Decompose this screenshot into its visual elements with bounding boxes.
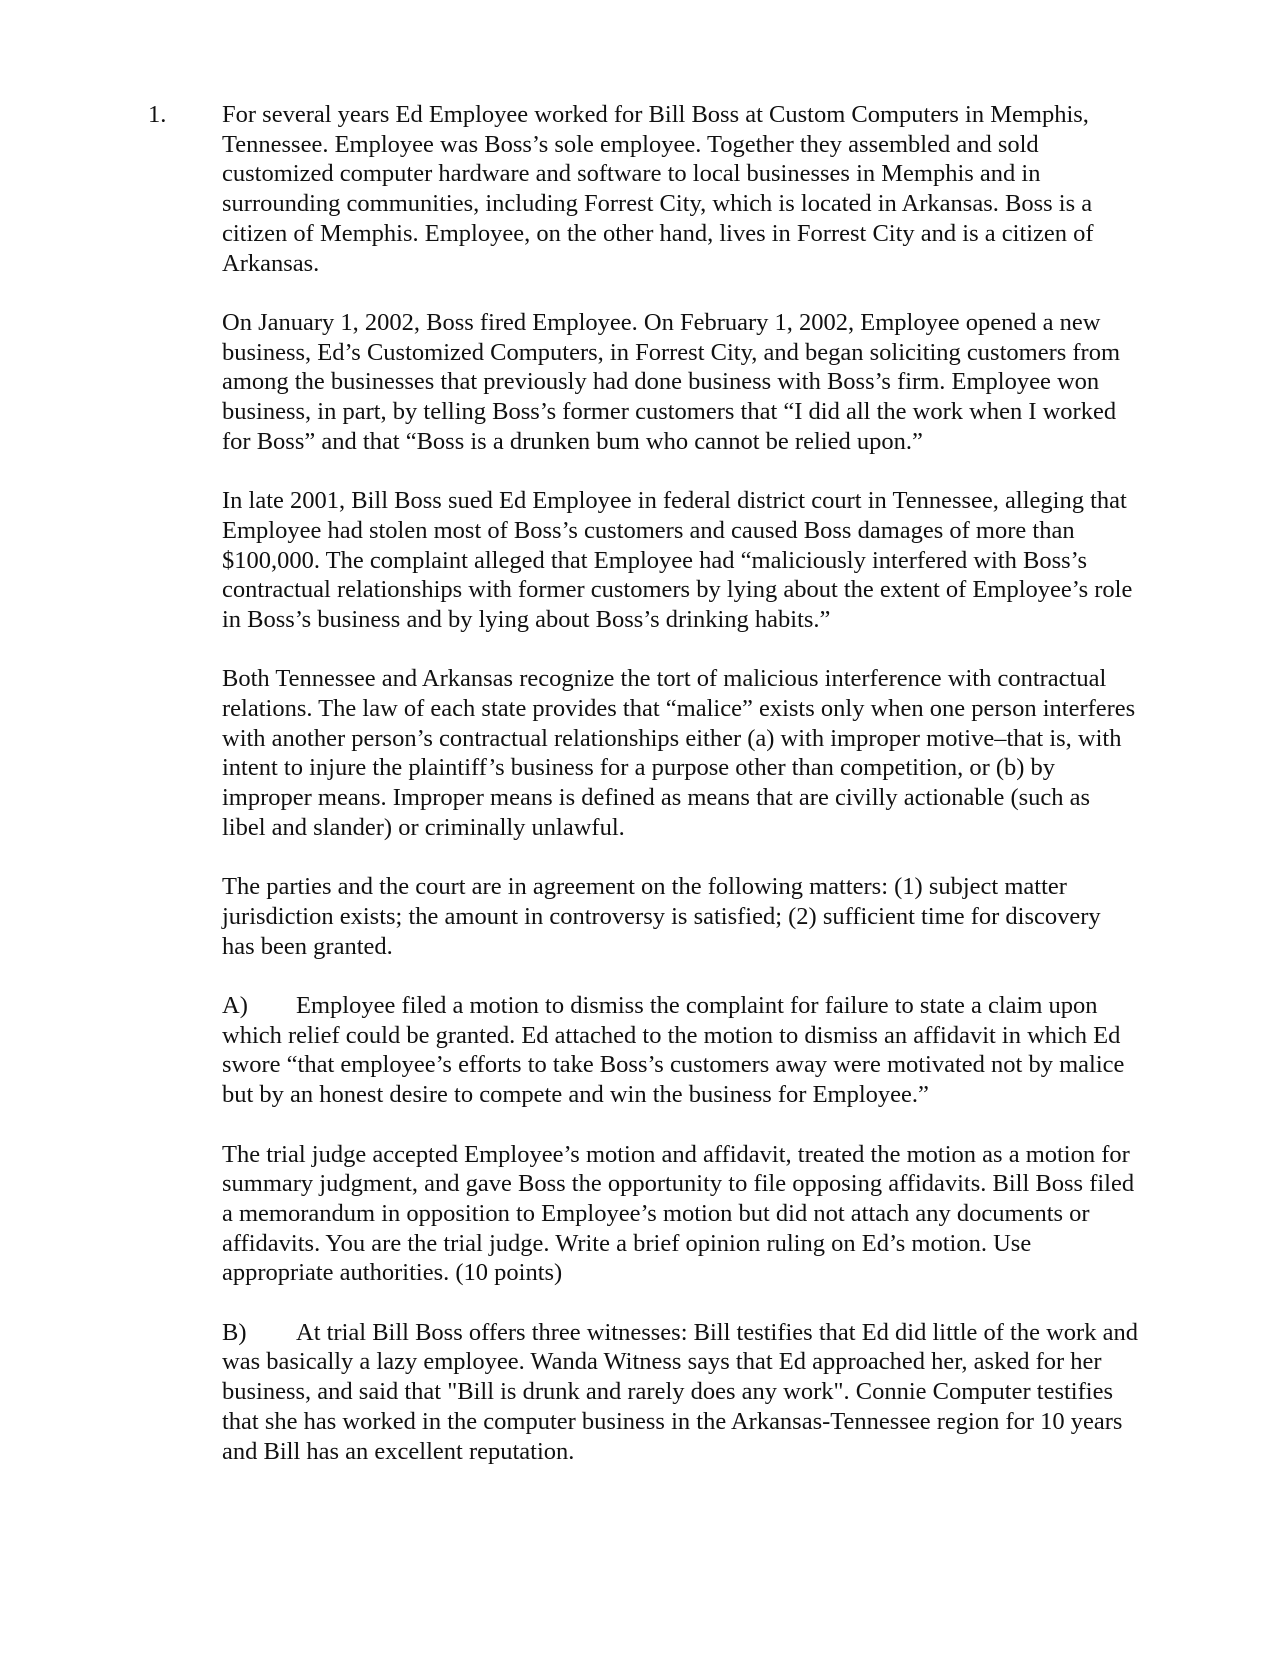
facts-paragraph-1: For several years Ed Employee worked for Bill Boss at Custom Computers in Memphis, Tennessee. Employee was Boss’s sole employee. Together they assembled and sold customized computer hardware and software to local businesses in Memphis and in surrounding communities, including Forrest City, which is located in Arkansas. Boss is a citizen of Memphis. Employee, on the other hand, lives in Forrest City and is a citizen of Arkansas.	[222, 101, 1094, 277]
part-a-followup: The trial judge accepted Employee’s motion and affidavit, treated the motion as a motion for summary judgment, and gave Boss the opportunity to file opposing affidavits. Bill Boss filed a memorandum in opposition to Employee’s motion but did not attach any documents or affidavits. You are the trial judge. Write a brief opinion ruling on Ed’s motion. Use appropriate authorities. (10 points)	[222, 1140, 1135, 1287]
facts-paragraph-5: The parties and the court are in agreement on the following matters: (1) subject matter jurisdiction exists; the amount in controversy is satisfied; (2) sufficient time for discovery has been granted.	[222, 873, 1101, 960]
part-b-text: At trial Bill Boss offers three witnesses: Bill testifies that Ed did little of the work and was basically a lazy employee. Wanda Witness says that Ed approached her, asked for her business, and said that "Bill is drunk and rarely does any work". Connie Computer testifies that she has worked in the computer business in the Arkansas-Tennessee region for 10 years and Bill has an excellent reputation.	[222, 1318, 1138, 1465]
question-body	[222, 100, 1138, 1496]
part-a-text: Employee filed a motion to dismiss the complaint for failure to state a claim upon which relief could be granted. Ed attached to the motion to dismiss an affidavit in which Ed swore “that employee’s efforts to take Boss’s customers away were motivated not by malice but by an honest desire to compete and win the business for Employee.”	[222, 992, 1125, 1109]
facts-paragraph-4: Both Tennessee and Arkansas recognize the tort of malicious interference with contractual relations. The law of each state provides that “malice” exists only when one person interferes with another person’s contractual relationships either (a) with improper motive–that is, with intent to injure the plaintiff’s business for a purpose other than competition, or (b) by improper means. Improper means is defined as means that are civilly actionable (such as libel and slander) or criminally unlawful.	[222, 665, 1136, 841]
question-number: 1.	[148, 101, 167, 128]
part-b-label: B)	[222, 1318, 247, 1346]
facts-paragraph-3: In late 2001, Bill Boss sued Ed Employee in federal district court in Tennessee, alleging that Employee had stolen most of Boss’s customers and caused Boss damages of more than $100,000. The complaint alleged that Employee had “maliciously interfered with Boss’s contractual relationships with former customers by lying about the extent of Employee’s role in Boss’s business and by lying about Boss’s drinking habits.”	[222, 487, 1133, 633]
part-a-label: A)	[222, 992, 248, 1020]
facts-paragraph-2: On January 1, 2002, Boss fired Employee. On February 1, 2002, Employee opened a new business, Ed’s Customized Computers, in Forrest City, and began soliciting customers from among the businesses that previously had done business with Boss’s firm. Employee won business, in part, by telling Boss’s former customers that “I did all the work when I worked for Boss” and that “Boss is a drunken bum who cannot be relied upon.”	[222, 308, 1121, 455]
part-a-paragraph	[222, 991, 1138, 1110]
part-b-paragraph	[222, 1318, 1138, 1467]
